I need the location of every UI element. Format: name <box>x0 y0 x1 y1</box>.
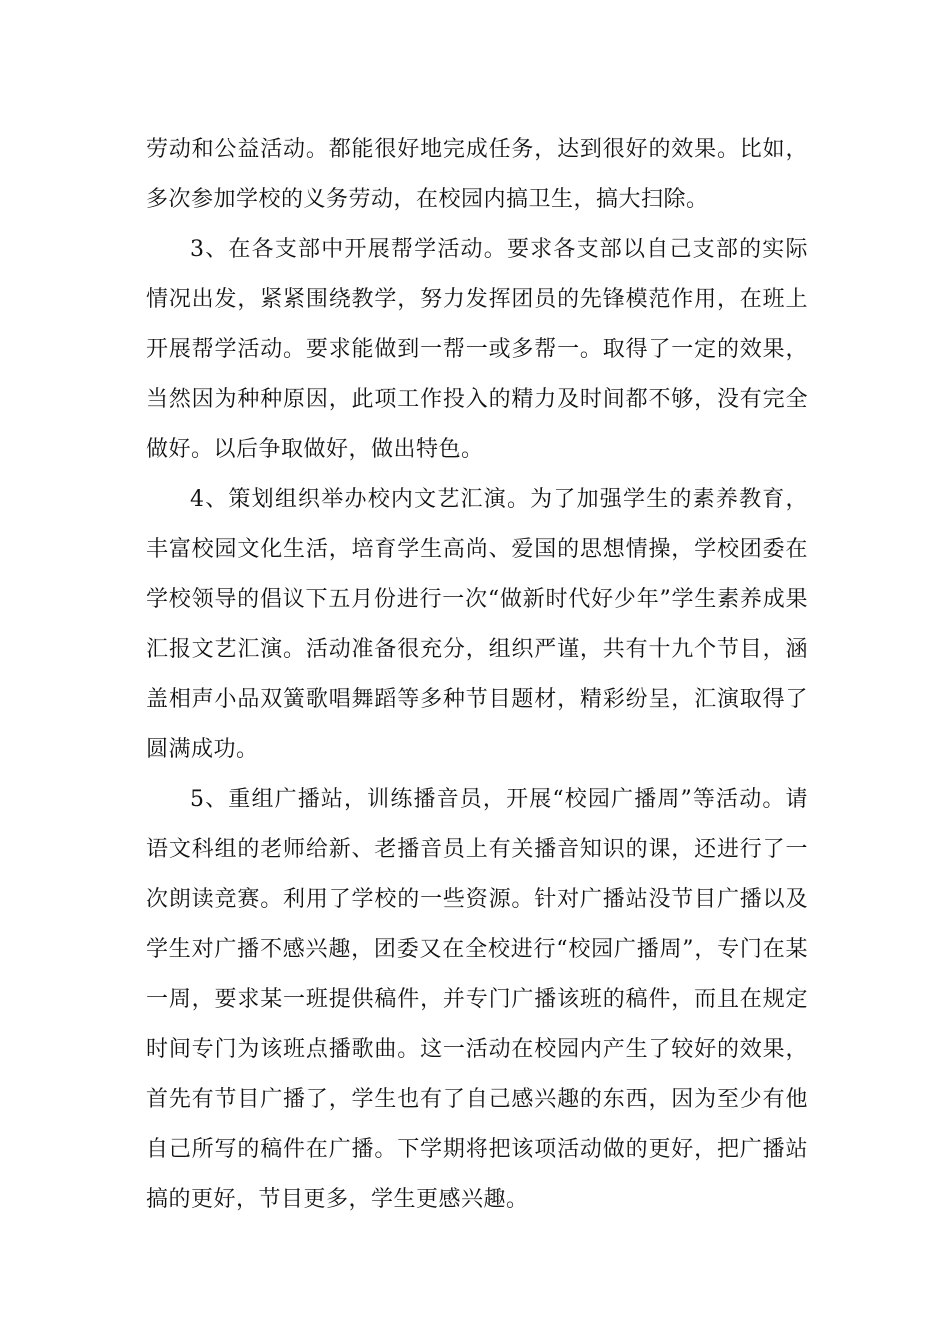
paragraph-item-3: 3、在各支部中开展帮学活动。要求各支部以自己支部的实际情况出发，紧紧围绕教学，努力发挥团员的先锋模范作用，在班上开展帮学活动。要求能做到一帮一或多帮一。取得了一定的效果，当然因为种种原因，此项工作投入的精力及时间都不够，没有完全做好。以后争取做好，做出特色。 <box>146 237 808 462</box>
document-body <box>146 125 808 1225</box>
paragraph-item-4: 4、策划组织举办校内文艺汇演。为了加强学生的素养教育，丰富校园文化生活，培育学生高尚、爱国的思想情操，学校团委在学校领导的倡议下五月份进行一次“做新时代好少年”学生素养成果汇报文艺汇演。活动准备很充分，组织严谨，共有十九个节目，涵盖相声小品双簧歌唱舞蹈等多种节目题材，精彩纷呈，汇演取得了圆满成功。 <box>146 487 808 762</box>
paragraph-item-5: 5、重组广播站，训练播音员，开展“校园广播周”等活动。请语文科组的老师给新、老播音员上有关播音知识的课，还进行了一次朗读竞赛。利用了学校的一些资源。针对广播站没节目广播以及学生对广播不感兴趣，团委又在全校进行“校园广播周”，专门在某一周，要求某一班提供稿件，并专门广播该班的稿件，而且在规定时间专门为该班点播歌曲。这一活动在校园内产生了较好的效果，首先有节目广播了，学生也有了自己感兴趣的东西，因为至少有他自己所写的稿件在广播。下学期将把该项活动做的更好，把广播站搞的更好，节目更多，学生更感兴趣。 <box>146 787 808 1212</box>
paragraph-continuation: 劳动和公益活动。都能很好地完成任务，达到很好的效果。比如，多次参加学校的义务劳动，在校园内搞卫生，搞大扫除。 <box>146 137 808 212</box>
